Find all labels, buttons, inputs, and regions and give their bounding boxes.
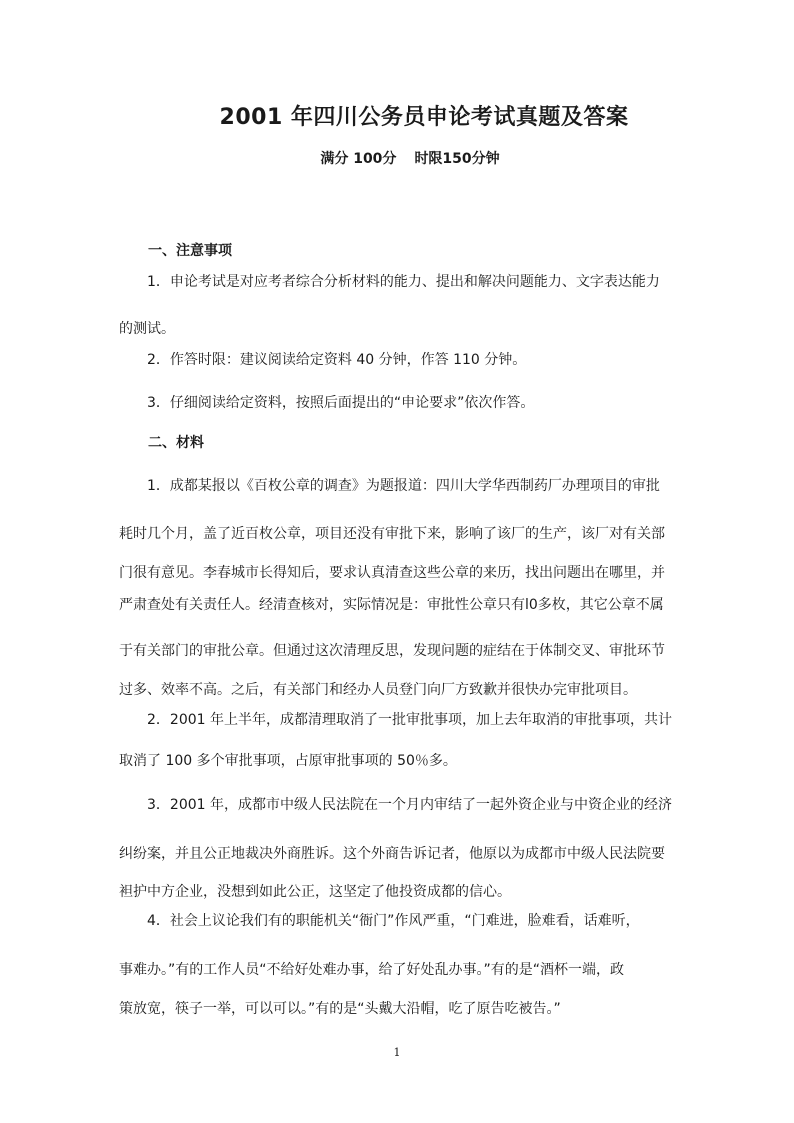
- text-line: 2．2001 年上半年，成都清理取消了一批审批事项，加上去年取消的审批事项，共计: [119, 712, 672, 728]
- text-line: 的测试。: [119, 321, 175, 337]
- text-line: 纠纷案，并且公正地裁决外商胜诉。这个外商告诉记者，他原以为成都市中级人民法院要: [119, 846, 665, 862]
- section-heading-notes: 一、注意事项: [148, 243, 232, 259]
- text-line: 策放宽，筷子一举，可以可以。”有的是“头戴大沿帽，吃了原告吃被告。”: [119, 1001, 561, 1017]
- document-title: 2001 年四川公务员申论考试真题及答案: [219, 105, 629, 130]
- text-line: 过多、效率不高。之后，有关部门和经办人员登门向厂方致歉并很快办完审批项目。: [119, 682, 637, 698]
- text-line: 4．社会上议论我们有的职能机关“衙门”作风严重，“门难进，脸难看，话难听，: [119, 913, 640, 929]
- page-number: 1: [393, 1046, 401, 1059]
- text-line: 于有关部门的审批公章。但通过这次清理反思，发现问题的症结在于体制交叉、审批环节: [119, 643, 665, 659]
- text-line: 耗时几个月，盖了近百枚公章，项目还没有审批下来，影响了该厂的生产，该厂对有关部: [119, 526, 665, 542]
- text-line: 3．仔细阅读给定资料，按照后面提出的“申论要求”依次作答。: [119, 395, 535, 411]
- text-line: 1．成都某报以《百枚公章的调查》为题报道：四川大学华西制药厂办理项目的审批: [119, 478, 660, 494]
- exam-info: [0, 148, 794, 168]
- text-line: 袒护中方企业，没想到如此公正，这坚定了他投资成都的信心。: [119, 884, 511, 900]
- text-line: 2．作答时限：建议阅读给定资料 40 分钟，作答 110 分钟。: [119, 352, 527, 368]
- score-label: 满分 100分: [320, 151, 397, 167]
- text-line: 门很有意见。李春城市长得知后，要求认真清查这些公章的来历，找出问题出在哪里，并: [119, 565, 665, 581]
- time-limit-label: 时限150分钟: [414, 151, 500, 167]
- section-heading-materials: 二、材料: [148, 435, 204, 451]
- text-line: 1．申论考试是对应考者综合分析材料的能力、提出和解决问题能力、文字表达能力: [119, 274, 660, 290]
- text-line: 事难办。”有的工作人员“不给好处难办事，给了好处乱办事。”有的是“酒杯一端，政: [119, 962, 625, 978]
- text-line: 3．2001 年，成都市中级人民法院在一个月内审结了一起外资企业与中资企业的经济: [119, 797, 672, 813]
- text-line: 严肃查处有关责任人。经清查核对，实际情况是：审批性公章只有l0多枚，其它公章不属: [119, 597, 664, 613]
- text-line: 取消了 100 多个审批事项，占原审批事项的 50％多。: [119, 753, 457, 769]
